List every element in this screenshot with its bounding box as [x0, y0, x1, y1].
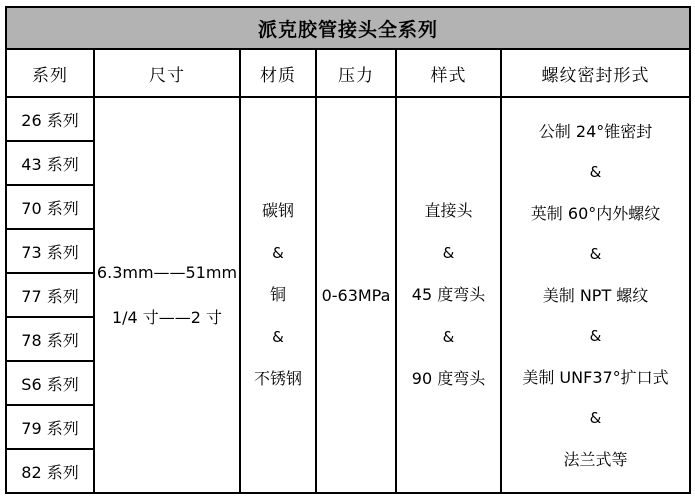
- material-lines: [241, 98, 315, 492]
- series-cell-77: 77 系列: [6, 273, 94, 317]
- series-cell-70: 70 系列: [6, 185, 94, 229]
- style-90-elbow: 90 度弯头: [411, 369, 486, 388]
- series-cell-78: 78 系列: [6, 317, 94, 361]
- series-cell-s6: S6 系列: [6, 361, 94, 405]
- thread-separator-3: &: [589, 326, 602, 345]
- thread-metric-24: 公制 24°锥密封: [538, 121, 653, 141]
- thread-seal-lines: [502, 98, 689, 492]
- style-lines: [397, 98, 500, 492]
- table-row: [6, 97, 690, 141]
- thread-flange: 法兰式等: [563, 449, 628, 469]
- column-header-material: 材质: [240, 49, 316, 97]
- thread-npt: 美制 NPT 螺纹: [542, 285, 649, 305]
- size-cell: [94, 97, 240, 493]
- material-cell: [240, 97, 316, 493]
- material-separator-2: &: [272, 328, 284, 346]
- pressure-value: 0-63MPa: [321, 285, 391, 305]
- table-title: 派克胶管接头全系列: [6, 7, 690, 49]
- series-cell-26: 26 系列: [6, 97, 94, 141]
- thread-unf37-flare: 美制 UNF37°扩口式: [522, 367, 669, 387]
- header-row: [6, 49, 690, 97]
- style-45-elbow: 45 度弯头: [411, 285, 486, 304]
- column-header-size: 尺寸: [94, 49, 240, 97]
- material-separator-1: &: [272, 244, 284, 262]
- series-cell-82: 82 系列: [6, 449, 94, 493]
- series-cell-43: 43 系列: [6, 141, 94, 185]
- column-header-pressure: 压力: [316, 49, 396, 97]
- style-straight: 直接头: [424, 201, 473, 220]
- hose-fitting-spec-table: [5, 6, 691, 494]
- series-cell-79: 79 系列: [6, 405, 94, 449]
- column-header-series: 系列: [6, 49, 94, 97]
- thread-seal-cell: [501, 97, 690, 493]
- thread-separator-4: &: [589, 408, 602, 427]
- style-separator-1: &: [442, 244, 455, 262]
- column-header-style: 样式: [396, 49, 501, 97]
- pressure-cell: [316, 97, 396, 493]
- series-cell-73: 73 系列: [6, 229, 94, 273]
- column-header-thread-seal: 螺纹密封形式: [501, 49, 690, 97]
- style-separator-2: &: [442, 328, 455, 346]
- thread-separator-2: &: [589, 244, 602, 263]
- material-stainless-steel: 不锈钢: [253, 369, 302, 388]
- material-copper: 铜: [269, 285, 286, 304]
- size-lines: [95, 98, 239, 492]
- thread-bsp-60: 英制 60°内外螺纹: [530, 203, 661, 223]
- thread-separator-1: &: [589, 162, 602, 181]
- material-carbon-steel: 碳钢: [261, 201, 294, 220]
- size-range-mm: 6.3mm——51mm: [96, 263, 238, 282]
- style-cell: [396, 97, 501, 493]
- title-row: [6, 7, 690, 49]
- size-range-inch: 1/4 寸——2 寸: [111, 308, 223, 327]
